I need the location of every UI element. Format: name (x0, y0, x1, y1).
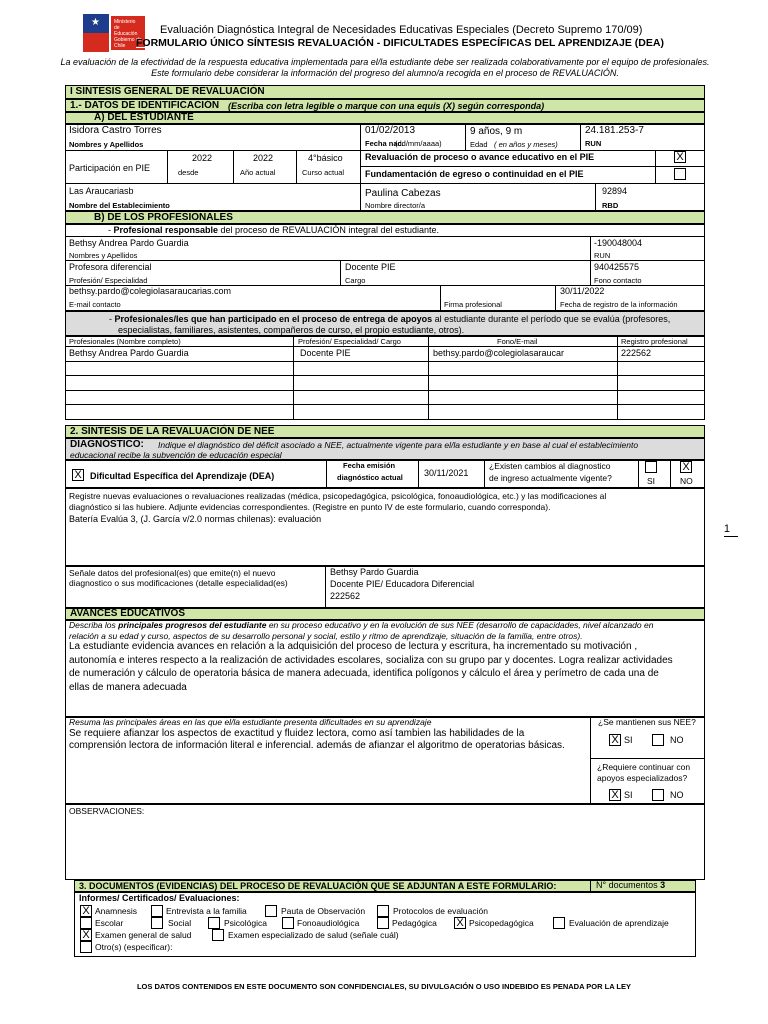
family-interview-checkbox[interactable] (151, 905, 163, 917)
documents-count: N° documentos 3 (596, 880, 666, 890)
col-header-contact: Fono/E-mail (497, 337, 538, 346)
current-course: 4°básico (308, 153, 343, 163)
confidentiality-footer: LOS DATOS CONTENIDOS EN ESTE DOCUMENTO SON CONFIDENCIALES, SU DIVULGACIÓN O USO INDEBIDO ES PENADA POR LA LEY (136, 982, 632, 991)
escolar-checkbox[interactable] (80, 917, 92, 929)
psicologica-checkbox[interactable] (208, 917, 220, 929)
professional-name: Bethsy Andrea Pardo Guardia (69, 238, 189, 248)
table-row-registry: 222562 (621, 348, 652, 358)
ministry-logo: ★ Ministerio de Educación Gobierno de Chile (83, 14, 143, 52)
header-title: Evaluación Diagnóstica Integral de Necesidades Educativas Especiales (Decreto Supremo 170/09) (160, 24, 643, 36)
emission-date: 30/11/2021 (424, 468, 469, 478)
professional-profession: Profesora diferencial (69, 262, 152, 272)
continue-no-checkbox[interactable] (652, 789, 664, 801)
section3-header: 3. DOCUMENTOS (EVIDENCIAS) DEL PROCESO DE REVALUACIÓN QUE SE ADJUNTAN A ESTE FORMULARIO: (74, 880, 696, 892)
student-name: Isidora Castro Torres (69, 125, 162, 136)
psicopedagogica-checkbox[interactable]: X (454, 917, 466, 929)
professional-phone: 940425575 (594, 262, 640, 272)
birth-date-label: Fecha nac. (365, 139, 404, 148)
egreso-label: Fundamentación de egreso o continuidad en el PIE (365, 169, 584, 179)
signature-label: Firma profesional (444, 300, 502, 309)
dea-checkbox[interactable]: X (72, 469, 84, 481)
section1-header: I SÍNTESIS GENERAL DE REVALUACIÓN (65, 85, 705, 99)
student-header: A) DEL ESTUDIANTE (65, 112, 705, 124)
egreso-checkbox[interactable] (674, 168, 686, 180)
signal-name: Bethsy Pardo Guardia (330, 567, 419, 577)
professional-email: bethsy.pardo@colegiolasaraucarias.com (69, 286, 232, 296)
pie-year: 2022 (253, 153, 274, 163)
register-value: Batería Evalúa 3, (J. García v/2.0 normas chilenas): evaluación (69, 514, 322, 524)
professional-role: Docente PIE (345, 262, 396, 272)
dea-label: Dificultad Específica del Aprendizaje (DEA) (90, 471, 275, 481)
student-name-label: Nombres y Apellidos (69, 140, 144, 149)
form-title: FORMULARIO ÚNICO SÍNTESIS REVALUACIÓN - DIFICULTADES ESPECÍFICAS DEL APRENDIZAJE (DEA) (136, 37, 664, 49)
pie-label: Participación en PIE (69, 163, 151, 173)
continue-si-checkbox[interactable]: X (609, 789, 621, 801)
nee-no-checkbox[interactable] (652, 734, 664, 746)
revaluation-checkbox[interactable]: X (674, 151, 686, 163)
page-number: 1 (724, 523, 738, 537)
col-header-profession: Profesión/ Especialidad/ Cargo (298, 337, 401, 346)
col-header-registry: Registro profesional (621, 337, 688, 346)
changes-no-checkbox[interactable]: X (680, 461, 692, 473)
summary-text: Se requiere afianzar los aspectos de exactitud y fluidez lectora, como así tambien las habilidades de la comprensión lectora de información literal e inferencial. además de afianzar el algoritmo de operatorias básicas. (69, 728, 565, 751)
pedagogica-checkbox[interactable] (377, 917, 389, 929)
changes-si-checkbox[interactable] (645, 461, 657, 473)
responsible-intro: - Profesional responsable del proceso de REVALUACIÓN integral del estudiante. (108, 225, 439, 235)
signal-registry: 222562 (330, 591, 361, 601)
identification-header: 1.- DATOS DE IDENTIFICACIÓN (Escriba con letra legible o marque con una equis (X) según corresponda) (65, 99, 705, 112)
social-checkbox[interactable] (151, 917, 163, 929)
observations-box[interactable] (65, 804, 705, 880)
revaluation-label: Revaluación de proceso o avance educativo en el PIE (365, 152, 595, 162)
section2-header: 2. SÍNTESIS DE LA REVALUACIÓN DE NEE (65, 425, 705, 438)
protocols-checkbox[interactable] (377, 905, 389, 917)
anamnesis-checkbox[interactable]: X (80, 905, 92, 917)
director-name: Paulina Cabezas (365, 188, 441, 199)
advances-header: AVANCES EDUCATIVOS (65, 608, 705, 620)
signal-role: Docente PIE/ Educadora Diferencial (330, 579, 475, 589)
learning-eval-checkbox[interactable] (553, 917, 565, 929)
participants-header: - Profesionales/les que han participado en el proceso de entrega de apoyos al estudiante durante el período que se evalúa (profesores, especialistas, familiares, asistentes, compañeros de curso, el propio estudiante, otros). (65, 311, 705, 336)
fonoaudiologica-checkbox[interactable] (282, 917, 294, 929)
advances-text: La estudiante evidencia avances en relación a la adquisición del proceso de lectura y escritura, ha incrementado su motivación , autonomía e interes respecto a la realización de actividades escolares, socializa con su grupo par y docentes. Logra realizar actividades de numeración y cálculo de operatoria básica de manera adecuada, identifica polígonos y cálculo el área y perímetro de cada una de ellas de manera adecuada (69, 641, 673, 693)
report-date: 30/11/2022 (560, 286, 605, 296)
table-row-role: Docente PIE (300, 348, 351, 358)
general-health-checkbox[interactable]: X (80, 929, 92, 941)
birth-date: 01/02/2013 (365, 125, 416, 136)
col-header-name: Profesionales (Nombre completo) (69, 337, 181, 346)
professionals-header: B) DE LOS PROFESIONALES (65, 211, 705, 224)
other-checkbox[interactable] (80, 941, 92, 953)
school-name: Las Araucariasb (69, 186, 134, 196)
table-row-contact: bethsy.pardo@colegiolasaraucar (433, 348, 565, 358)
intro-text: La evaluación de la efectividad de la respuesta educativa implementada para el/la estudiante debe ser realizada colaborativamente por el equipo de profesionales. Este formulario debe considerar la información del progreso del alumno/a recogida en el proceso de REVALUACIÓN. (60, 57, 710, 78)
nee-si-checkbox[interactable]: X (609, 734, 621, 746)
pie-from: 2022 (192, 153, 213, 163)
observation-checkbox[interactable] (265, 905, 277, 917)
special-health-checkbox[interactable] (212, 929, 224, 941)
student-run: 24.181.253-7 (585, 125, 644, 136)
observations-label: OBSERVACIONES: (69, 806, 145, 816)
professional-run: -190048004 (594, 238, 643, 248)
school-rbd: 92894 (602, 186, 628, 196)
student-age: 9 años, 9 m (470, 126, 523, 137)
table-row-name: Bethsy Andrea Pardo Guardia (69, 348, 189, 358)
diagnosis-header: DIAGNÓSTICO: Indique el diagnóstico del déficit asociado a NEE, actualmente vigente para el/la estudiante y en base al cual el establecimiento educacional recibe la subvención de educación especial (65, 438, 705, 460)
